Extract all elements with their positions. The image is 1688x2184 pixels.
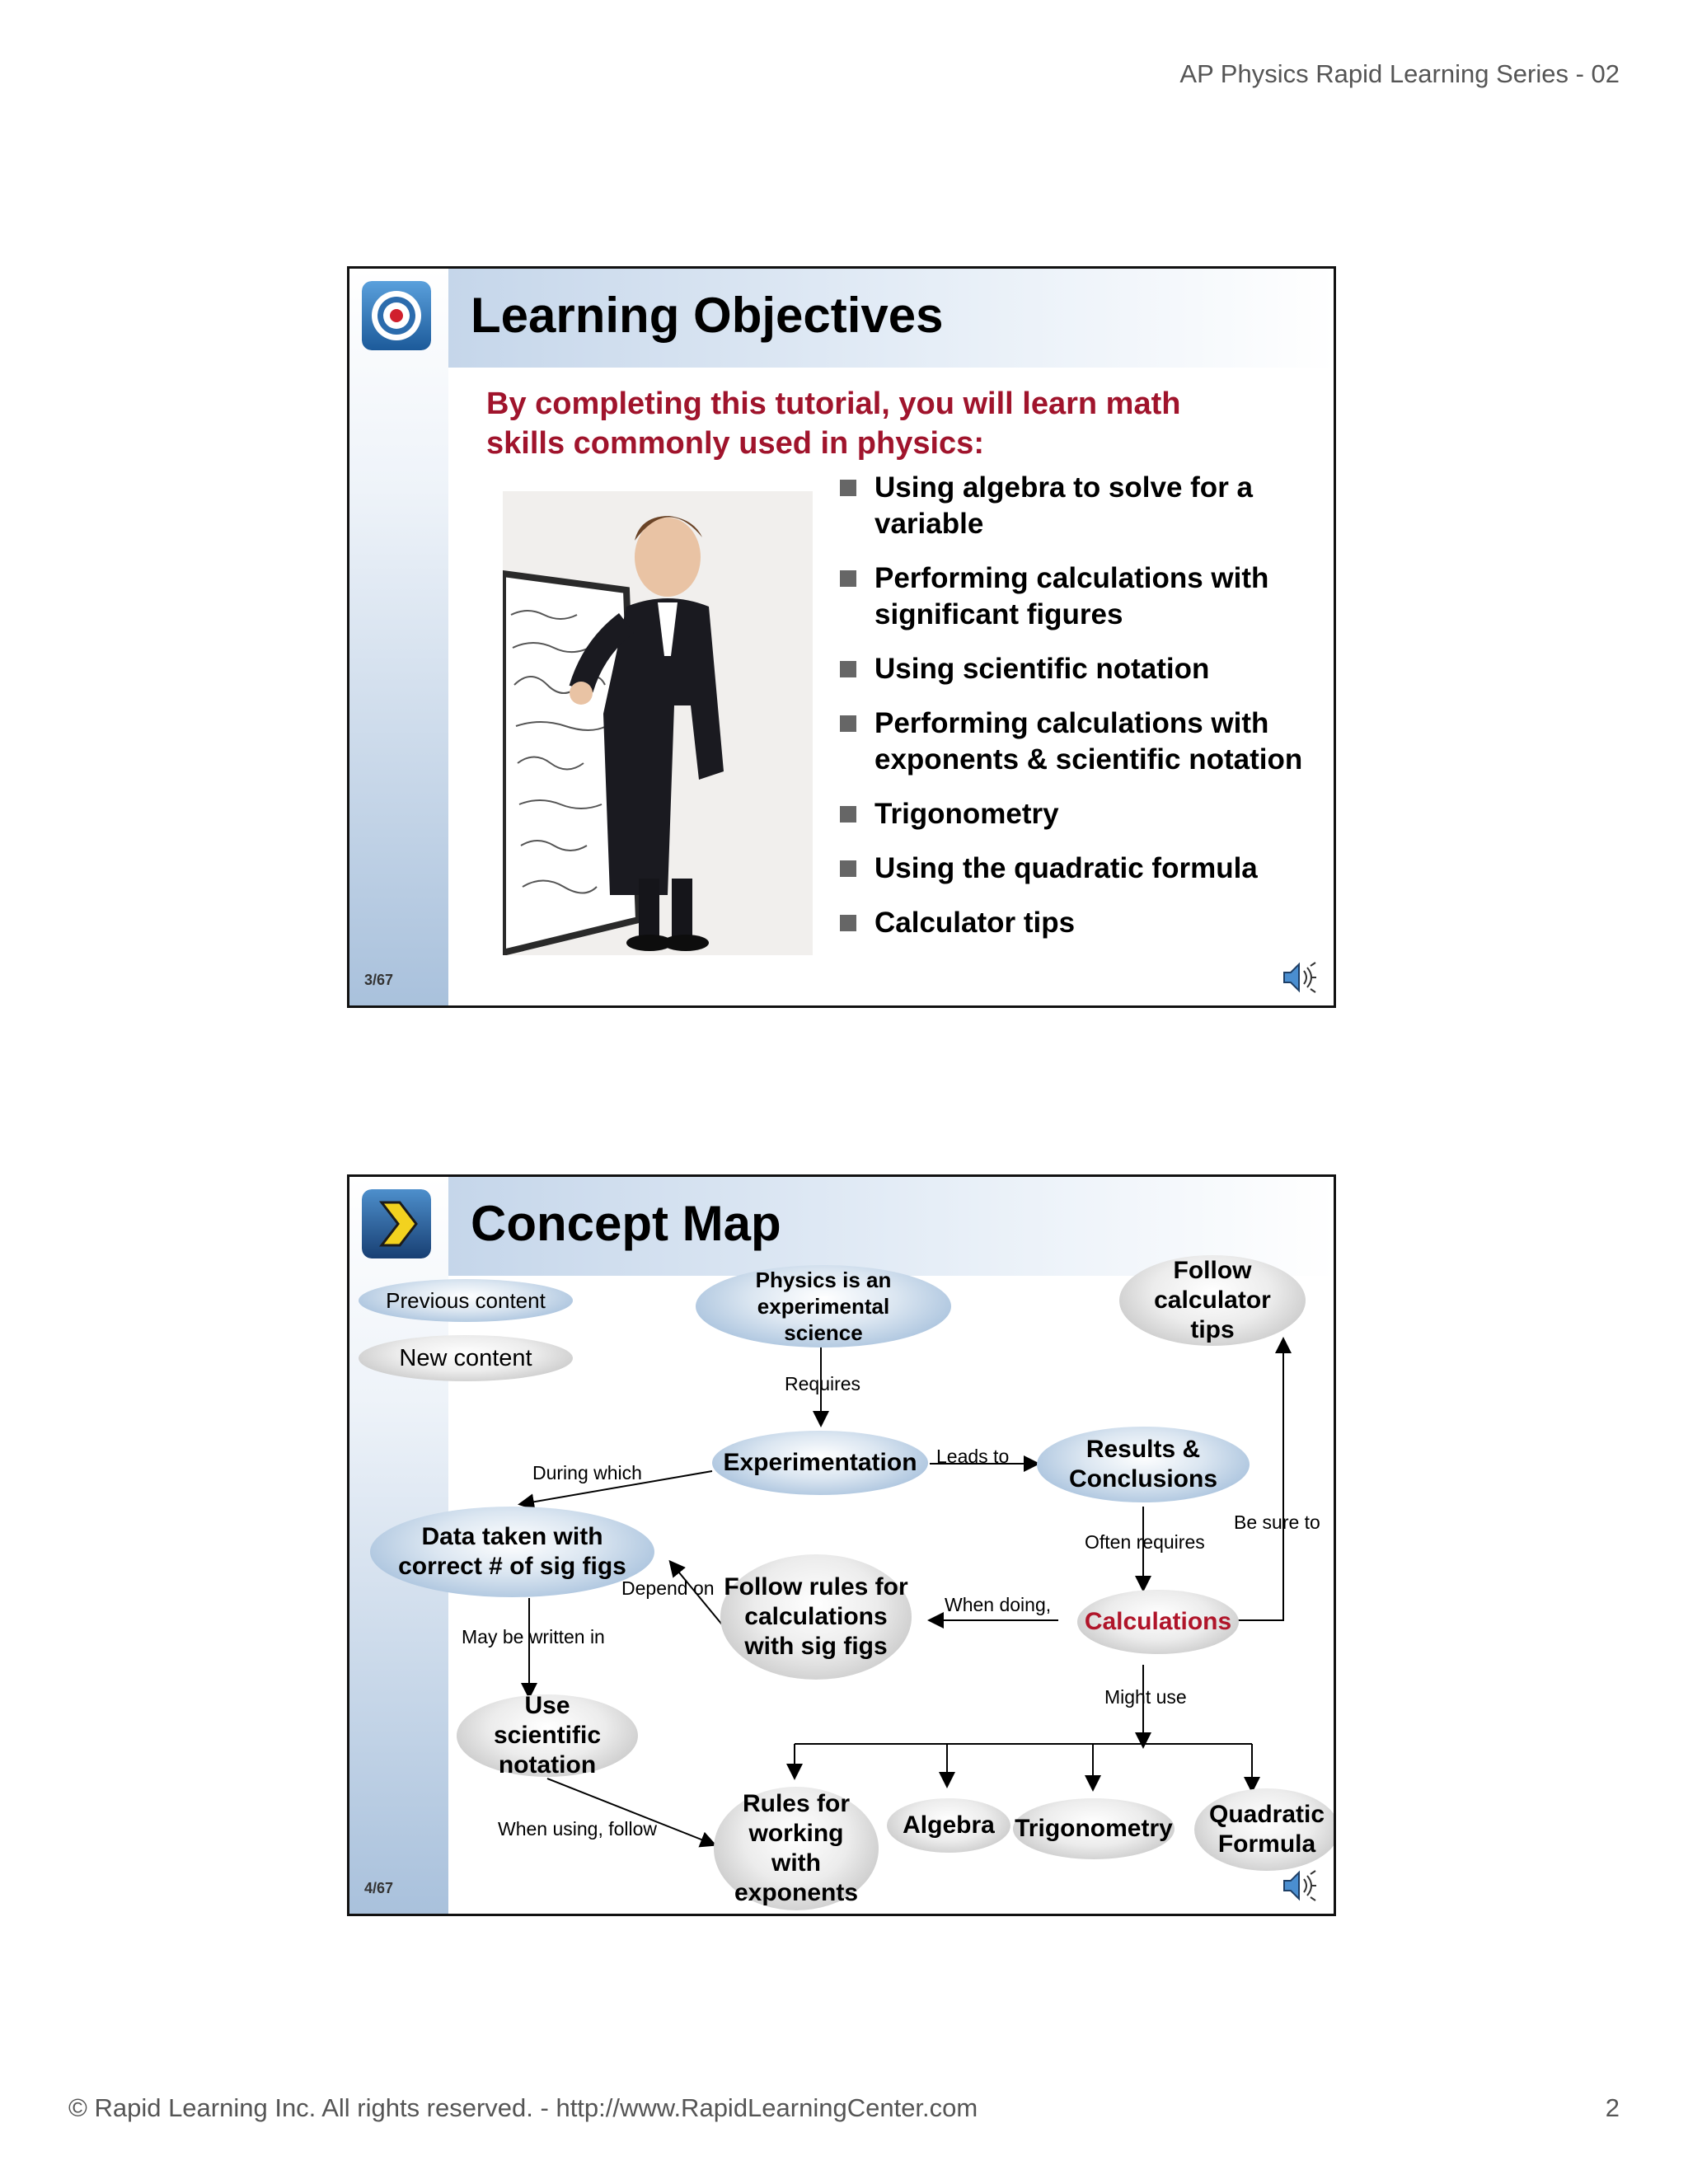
slide-number: 4/67 bbox=[364, 1880, 394, 1896]
list-item: Using algebra to solve for a variable bbox=[840, 470, 1318, 542]
page-header: AP Physics Rapid Learning Series - 02 bbox=[1179, 59, 1620, 88]
edge-label-often-requires: Often requires bbox=[1085, 1531, 1205, 1553]
node-calculations: Calculations bbox=[1077, 1590, 1239, 1654]
node-rules-exponents: Rules for working with exponents bbox=[714, 1787, 879, 1910]
node-experimentation: Experimentation bbox=[712, 1431, 928, 1495]
speaker-icon[interactable] bbox=[1281, 959, 1317, 996]
node-follow-calculator-tips: Follow calculator tips bbox=[1119, 1255, 1306, 1346]
node-quadratic-formula: Quadratic Formula bbox=[1194, 1788, 1336, 1871]
list-item: Performing calculations with exponents & scientific notation bbox=[840, 705, 1318, 778]
node-algebra: Algebra bbox=[887, 1798, 1010, 1853]
node-data-sig-figs: Data taken with correct # of sig figs bbox=[370, 1507, 654, 1597]
node-results-conclusions: Results & Conclusions bbox=[1037, 1427, 1250, 1502]
slide-learning-objectives bbox=[347, 266, 1336, 1008]
edge-label-depend-on: Depend on bbox=[621, 1577, 715, 1599]
slide-title: Learning Objectives bbox=[471, 288, 944, 343]
slide-title: Concept Map bbox=[471, 1196, 781, 1251]
legend-previous-content: Previous content bbox=[359, 1279, 573, 1322]
node-trigonometry: Trigonometry bbox=[1013, 1798, 1175, 1859]
edge-label-be-sure-to: Be sure to bbox=[1234, 1511, 1320, 1533]
edge-label-during-which: During which bbox=[532, 1462, 642, 1483]
list-item: Trigonometry bbox=[840, 796, 1318, 832]
bullet-square-icon bbox=[840, 480, 856, 496]
node-use-scientific-notation: Use scientific notation bbox=[457, 1694, 638, 1777]
list-item: Using the quadratic formula bbox=[840, 851, 1318, 887]
boy-at-whiteboard-photo bbox=[503, 491, 813, 955]
bullet-square-icon bbox=[840, 570, 856, 587]
bullet-square-icon bbox=[840, 715, 856, 732]
bullet-square-icon bbox=[840, 915, 856, 931]
target-icon bbox=[362, 281, 431, 350]
edge-label-when-using: When using, follow bbox=[498, 1818, 658, 1840]
edge-label-requires: Requires bbox=[785, 1373, 861, 1394]
edge-label-may-be-written: May be written in bbox=[462, 1626, 605, 1647]
list-item: Performing calculations with significant figures bbox=[840, 560, 1318, 633]
edge-be-sure-to bbox=[1238, 1340, 1283, 1620]
bullet-square-icon bbox=[840, 860, 856, 877]
copyright-footer: © Rapid Learning Inc. All rights reserved. - http://www.RapidLearningCenter.com bbox=[68, 2093, 978, 2122]
node-follow-rules-sig-figs: Follow rules for calculations with sig figs bbox=[720, 1554, 912, 1680]
intro-text: By completing this tutorial, you will learn math skills commonly used in physics: bbox=[486, 387, 1181, 461]
bullet-square-icon bbox=[840, 806, 856, 823]
bullet-square-icon bbox=[840, 661, 856, 677]
list-item: Calculator tips bbox=[840, 905, 1318, 941]
objectives-list bbox=[840, 470, 1318, 959]
edge-label-leads-to: Leads to bbox=[936, 1446, 1010, 1467]
slide-number: 3/67 bbox=[364, 972, 394, 988]
slide-concept-map bbox=[347, 1174, 1336, 1916]
page-number: 2 bbox=[1605, 2093, 1620, 2122]
speaker-icon[interactable] bbox=[1281, 1868, 1317, 1904]
list-item: Using scientific notation bbox=[840, 651, 1318, 687]
edge-label-might-use: Might use bbox=[1104, 1686, 1187, 1708]
legend-new-content: New content bbox=[359, 1335, 573, 1381]
node-physics-experimental-science: Physics is an experimental science bbox=[696, 1265, 951, 1347]
slide-sidebar bbox=[349, 269, 448, 1005]
edge-label-when-doing: When doing, bbox=[945, 1594, 1052, 1615]
